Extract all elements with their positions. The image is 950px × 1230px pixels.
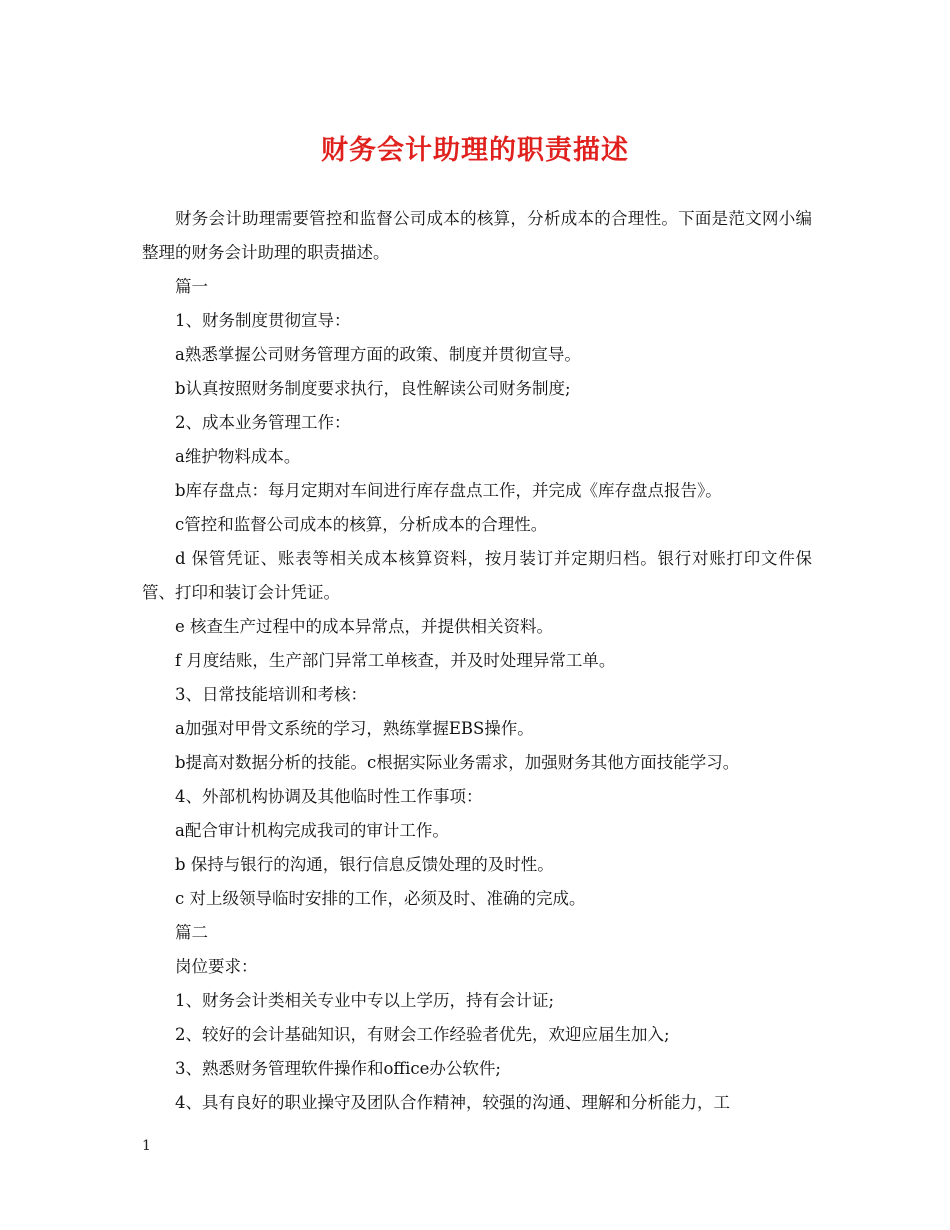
list-item: a加强对甲骨文系统的学习，熟练掌握EBS操作。 [175, 719, 534, 738]
document-title: 财务会计助理的职责描述 [321, 135, 629, 166]
list-item: 2、成本业务管理工作： [175, 413, 351, 432]
list-item: c 对上级领导临时安排的工作，必须及时、准确的完成。 [175, 889, 586, 908]
list-item: 1、财务会计类相关专业中专以上学历，持有会计证; [175, 991, 555, 1010]
list-item: a维护物料成本。 [175, 447, 301, 466]
paragraph-intro: 财务会计助理需要管控和监督公司成本的核算，分析成本的合理性。下面是范文网小编整理的财务会计助理的职责描述。 [142, 209, 812, 262]
list-item: a配合审计机构完成我司的审计工作。 [175, 821, 449, 840]
list-item: d 保管凭证、账表等相关成本核算资料，按月装订并定期归档。银行对账打印文件保管、打印和装订会计凭证。 [142, 549, 812, 602]
list-item: 4、具有良好的职业操守及团队合作精神，较强的沟通、理解和分析能力，工 [175, 1093, 730, 1112]
list-item: 3、日常技能培训和考核： [175, 685, 367, 704]
list-item: b 保持与银行的沟通，银行信息反馈处理的及时性。 [175, 855, 554, 874]
list-item: b认真按照财务制度要求执行，良性解读公司财务制度; [175, 379, 571, 398]
list-item: 2、较好的会计基础知识，有财会工作经验者优先，欢迎应届生加入; [175, 1025, 670, 1044]
list-item: 3、熟悉财务管理软件操作和office办公软件; [175, 1059, 501, 1078]
list-item: 1、财务制度贯彻宣导： [175, 311, 351, 330]
list-item: b库存盘点：每月定期对车间进行库存盘点工作，并完成《库存盘点报告》。 [175, 481, 722, 500]
list-item: c管控和监督公司成本的核算，分析成本的合理性。 [175, 515, 548, 534]
document-body [142, 202, 812, 1120]
section-heading-part-one: 篇一 [175, 277, 208, 296]
section-heading-part-two: 篇二 [175, 923, 208, 942]
list-item: f 月度结账，生产部门异常工单核查，并及时处理异常工单。 [175, 651, 616, 670]
subsection-heading: 岗位要求： [175, 957, 258, 976]
page-number: 1 [142, 1138, 151, 1154]
list-item: b提高对数据分析的技能。c根据实际业务需求，加强财务其他方面技能学习。 [175, 753, 740, 772]
list-item: a熟悉掌握公司财务管理方面的政策、制度并贯彻宣导。 [175, 345, 581, 364]
list-item: 4、外部机构协调及其他临时性工作事项： [175, 787, 483, 806]
list-item: e 核查生产过程中的成本异常点，并提供相关资料。 [175, 617, 554, 636]
